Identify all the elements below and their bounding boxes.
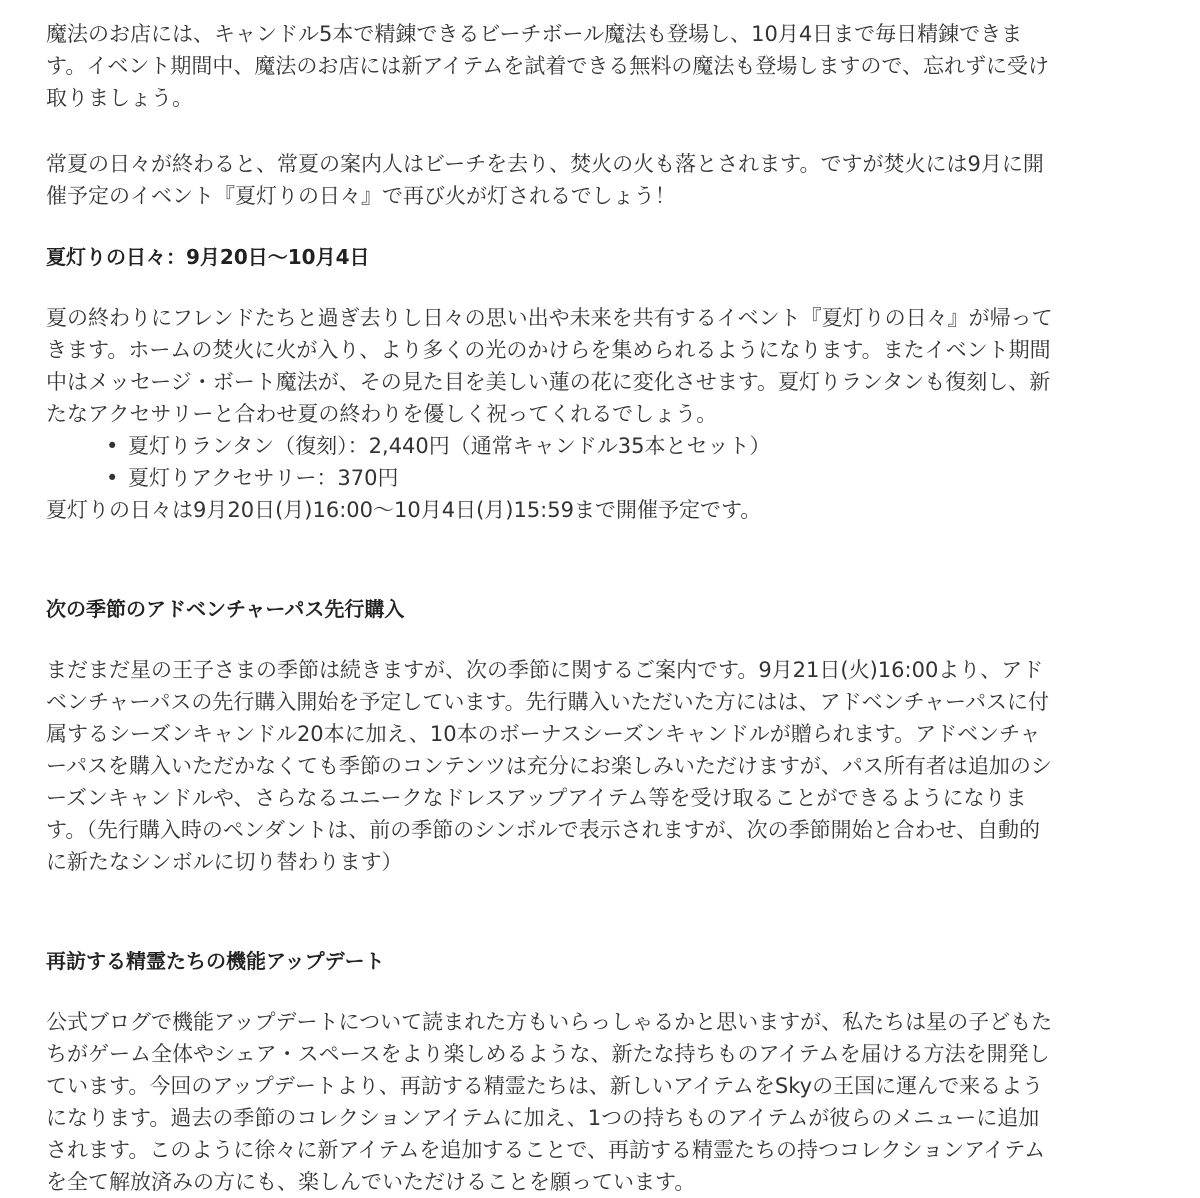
summer-lights-description: 夏の終わりにフレンドたちと過ぎ去りし日々の思い出や未来を共有するイベント『夏灯りの日々』が帰ってきます。ホームの焚火に火が入り、より多くの光のかけらを集められるようになります。またイベント期間中はメッセージ・ボート魔法が、その見た目を美しい蓮の花に変化させます。夏灯りランタンも復刻し、新たなアクセサリーと合わせ夏の終わりを優しく祝ってくれるでしょう。 [46,306,1053,426]
list-item-text: 夏灯りアクセサリー：370円 [128,466,399,490]
list-item [106,462,1056,494]
event-schedule: 夏灯りの日々は9月20日(月)16:00〜10月4日(月)15:59まで開催予定です。 [46,498,762,522]
article-body [46,18,1056,1198]
section-heading-adventure-pass: 次の季節のアドベンチャーパス先行購入 [46,597,405,621]
intro-paragraph: 常夏の日々が終わると、常夏の案内人はビーチを去り、焚火の火も落とされます。ですが焚火には9月に開催予定のイベント『夏灯りの日々』で再び火が灯されるでしょう！ [46,152,1044,208]
price-list [46,430,1056,494]
section-heading-spirits-update: 再訪する精霊たちの機能アップデート [46,949,385,973]
section-heading-summer-lights: 夏灯りの日々：9月20日〜10月4日 [46,245,370,269]
adventure-pass-description: まだまだ星の王子さまの季節は続きますが、次の季節に関するご案内です。9月21日(火)16:00より、アドベンチャーパスの先行購入開始を予定しています。先行購入いただいた方にはは、アドベンチャーパスに付属するシーズンキャンドル20本に加え、10本のボーナスシーズンキャンドルが贈られます。アドベンチャーパスを購入いただかなくても季節のコンテンツは充分にお楽しみいただけますが、パス所有者は追加のシーズンキャンドルや、さらなるユニークなドレスアップアイテム等を受け取ることができるようになります。（先行購入時のペンダントは、前の季節のシンボルで表示されますが、次の季節開始と合わせ、自動的に新たなシンボルに切り替わります） [46,658,1052,874]
bullet-icon: • [106,434,119,458]
list-item [106,430,1056,462]
spirits-update-description: 公式ブログで機能アップデートについて読まれた方もいらっしゃるかと思いますが、私たちは星の子どもたちがゲーム全体やシェア・スペースをより楽しめるような、新たな持ちものアイテムを届ける方法を開発しています。今回のアップデートより、再訪する精霊たちは、新しいアイテムをSkyの王国に運んで来るようになります。過去の季節のコレクションアイテムに加え、1つの持ちものアイテムが彼らのメニューに追加されます。このように徐々に新アイテムを追加することで、再訪する精霊たちの持つコレクションアイテムを全て解放済みの方にも、楽しんでいただけることを願っています。 [46,1010,1053,1194]
intro-paragraph: 魔法のお店には、キャンドル5本で精錬できるビーチボール魔法も登場し、10月4日まで毎日精錬できます。イベント期間中、魔法のお店には新アイテムを試着できる無料の魔法も登場しますので、忘れずに受け取りましょう。 [46,22,1049,110]
list-item-text: 夏灯りランタン（復刻）：2,440円（通常キャンドル35本とセット） [128,434,771,458]
bullet-icon: • [106,466,119,490]
